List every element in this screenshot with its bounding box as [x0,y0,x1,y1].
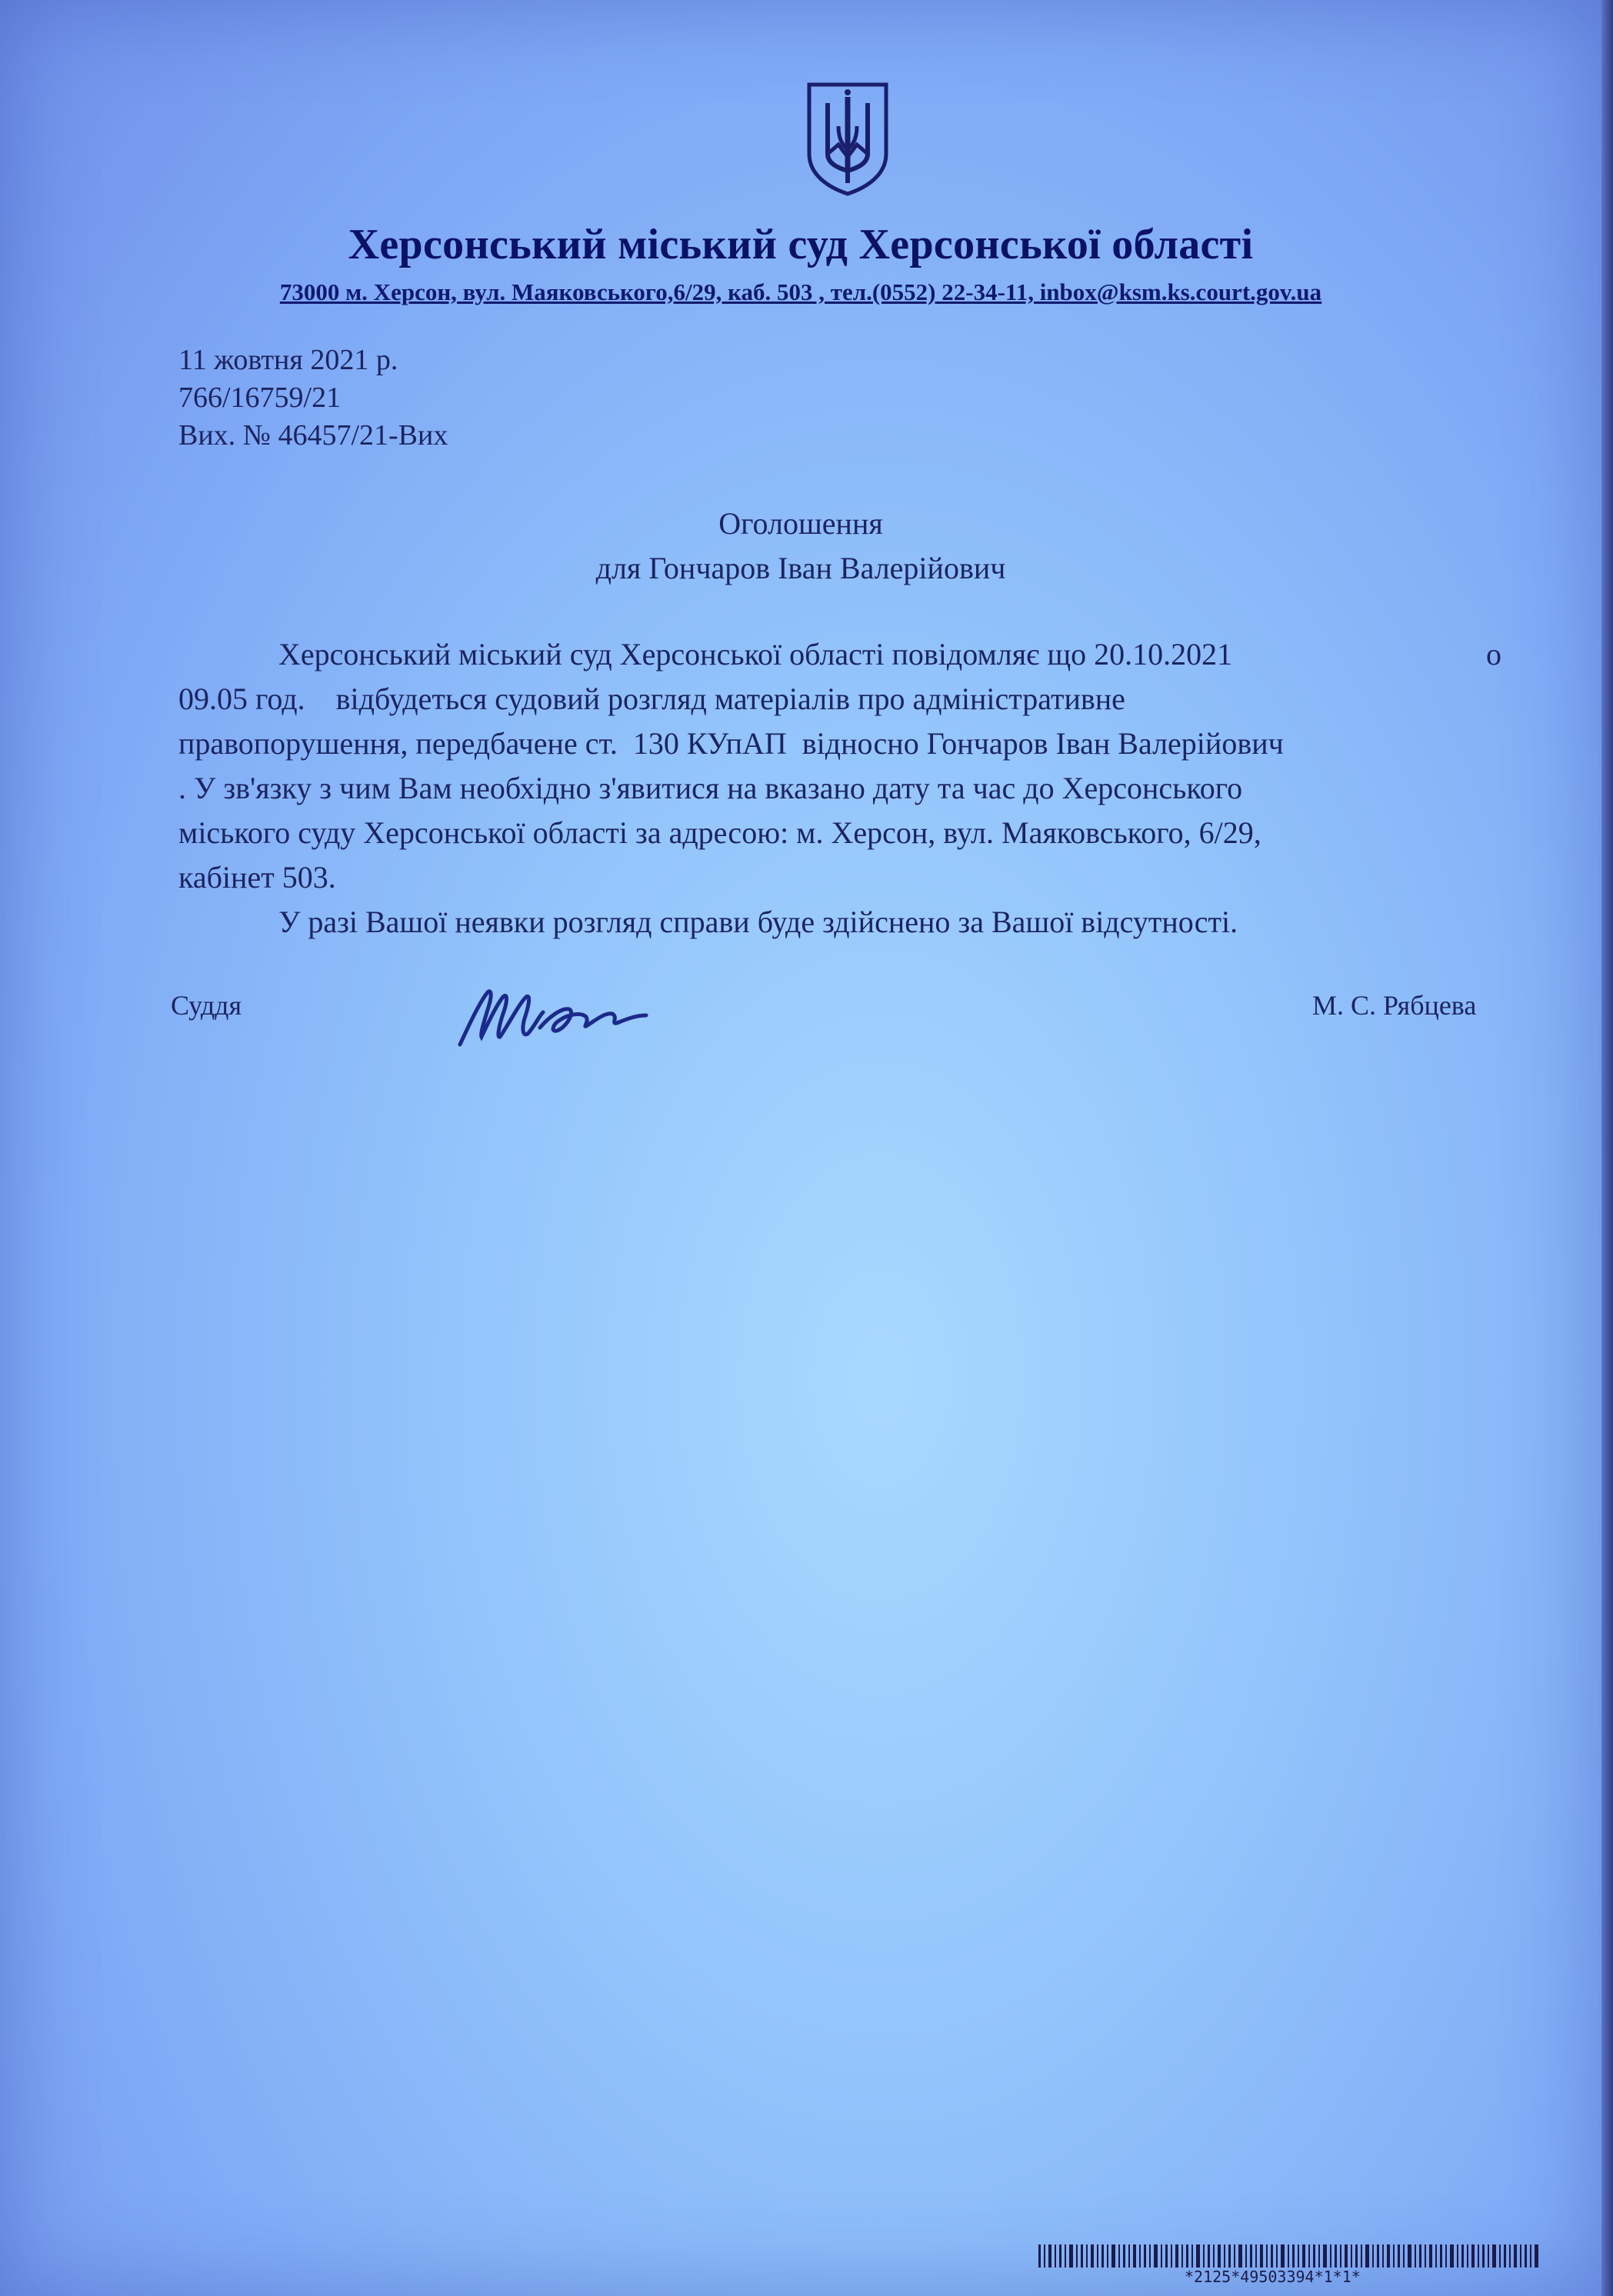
court-address: 73000 м. Херсон, вул. Маяковського,6/29, каб. 503 , тел.(0552) 22-34-11, inbox@ksm.ks.court.gov.ua [279,278,1322,305]
body-line: кабінет 503. [178,860,336,895]
body-paragraph-2: У разі Вашої неявки розгляд справи буде здійснено за Вашої відсутності. [278,905,1238,939]
court-name: Херсонський міський суд Херсонської області [348,221,1254,268]
handwritten-signature [454,971,654,1063]
body-line: . У зв'язку з чим Вам необхідно з'явитися на вказано дату та час до Херсонського [178,771,1243,805]
body-line-text: Херсонський міський суд Херсонської області повідомляє що 20.10.2021 [278,637,1233,671]
body-line-text: о [1486,637,1501,671]
announcement-heading [0,502,1601,591]
document-date: 11 жовтня 2021 р. [178,344,398,376]
barcode-icon [1038,2244,1542,2268]
page-edge [1601,0,1613,2296]
barcode-text: *2125*49503394*1*1* [1185,2268,1361,2286]
body-line: міського суду Херсонської області за адресою: м. Херсон, вул. Маяковського, 6/29, [178,815,1261,850]
body-line: правопорушення, передбачене ст. 130 КУпАП відносно Гончаров Іван Валерійович [178,726,1284,761]
announcement-body [178,632,1501,945]
announcement-recipient: для Гончаров Іван Валерійович [595,551,1006,585]
coat-of-arms-icon [805,80,891,197]
signature-role: Суддя [171,990,242,1021]
body-line [178,632,1501,677]
document-meta [178,342,448,455]
outgoing-number: Вих. № 46457/21-Вих [178,419,448,452]
judge-name: М. С. Рябцева [1312,990,1477,1021]
announcement-title: Оголошення [718,506,883,541]
case-number: 766/16759/21 [178,382,342,414]
body-line: 09.05 год. відбудеться судовий розгляд матеріалів про адміністративне [178,681,1125,716]
